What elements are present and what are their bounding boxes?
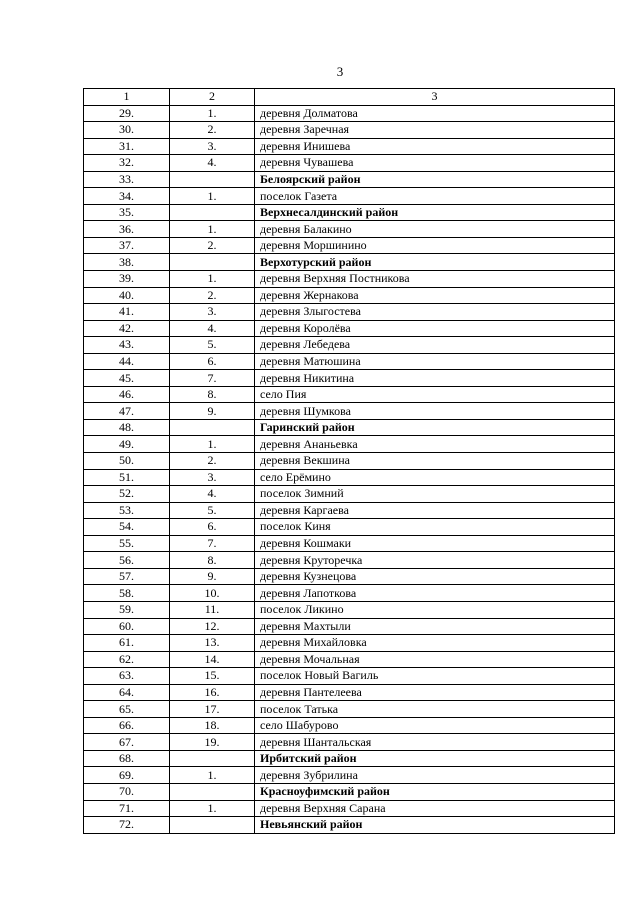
sub-number-cell: 12. <box>170 618 255 635</box>
settlement-name-cell: село Ерёмино <box>255 469 615 486</box>
sub-number-cell: 7. <box>170 370 255 387</box>
district-heading-row <box>84 171 615 188</box>
sub-number-cell: 1. <box>170 767 255 784</box>
sub-number-cell <box>170 419 255 436</box>
sub-number-cell: 18. <box>170 717 255 734</box>
district-name-cell: Невьянский район <box>255 817 615 834</box>
sub-number-cell: 4. <box>170 486 255 503</box>
settlement-name-cell: деревня Круторечка <box>255 552 615 569</box>
settlement-name-cell: деревня Никитина <box>255 370 615 387</box>
table-row <box>84 552 615 569</box>
table-row <box>84 502 615 519</box>
table-row <box>84 767 615 784</box>
district-heading-row <box>84 750 615 767</box>
table-row <box>84 585 615 602</box>
district-heading-row <box>84 817 615 834</box>
sub-number-cell: 8. <box>170 386 255 403</box>
row-number-cell: 70. <box>84 783 170 800</box>
settlement-name-cell: деревня Лапоткова <box>255 585 615 602</box>
row-number-cell: 31. <box>84 138 170 155</box>
table-row <box>84 122 615 139</box>
settlement-name-cell: село Пия <box>255 386 615 403</box>
table-row <box>84 221 615 238</box>
settlement-name-cell: деревня Шантальская <box>255 734 615 751</box>
settlement-name-cell: деревня Долматова <box>255 105 615 122</box>
settlement-name-cell: деревня Кузнецова <box>255 568 615 585</box>
row-number-cell: 62. <box>84 651 170 668</box>
settlement-name-cell: деревня Кошмаки <box>255 535 615 552</box>
sub-number-cell: 9. <box>170 568 255 585</box>
table-row <box>84 105 615 122</box>
row-number-cell: 42. <box>84 320 170 337</box>
settlement-name-cell: деревня Заречная <box>255 122 615 139</box>
table-row <box>84 386 615 403</box>
row-number-cell: 47. <box>84 403 170 420</box>
settlement-name-cell: деревня Мочальная <box>255 651 615 668</box>
row-number-cell: 53. <box>84 502 170 519</box>
settlement-name-cell: деревня Лебедева <box>255 337 615 354</box>
column-header-2: 2 <box>170 89 255 106</box>
row-number-cell: 56. <box>84 552 170 569</box>
sub-number-cell: 6. <box>170 519 255 536</box>
sub-number-cell: 2. <box>170 122 255 139</box>
sub-number-cell: 3. <box>170 469 255 486</box>
row-number-cell: 46. <box>84 386 170 403</box>
settlement-name-cell: деревня Балакино <box>255 221 615 238</box>
sub-number-cell: 2. <box>170 453 255 470</box>
sub-number-cell: 10. <box>170 585 255 602</box>
row-number-cell: 64. <box>84 684 170 701</box>
sub-number-cell: 3. <box>170 304 255 321</box>
sub-number-cell: 11. <box>170 601 255 618</box>
table-row <box>84 568 615 585</box>
row-number-cell: 44. <box>84 353 170 370</box>
settlement-name-cell: деревня Ананьевка <box>255 436 615 453</box>
row-number-cell: 32. <box>84 155 170 172</box>
table-row <box>84 668 615 685</box>
table-row <box>84 353 615 370</box>
sub-number-cell: 19. <box>170 734 255 751</box>
sub-number-cell: 5. <box>170 502 255 519</box>
row-number-cell: 69. <box>84 767 170 784</box>
sub-number-cell: 16. <box>170 684 255 701</box>
sub-number-cell: 6. <box>170 353 255 370</box>
sub-number-cell: 1. <box>170 105 255 122</box>
sub-number-cell <box>170 783 255 800</box>
table-row <box>84 370 615 387</box>
sub-number-cell: 17. <box>170 701 255 718</box>
table-row <box>84 618 615 635</box>
row-number-cell: 66. <box>84 717 170 734</box>
settlement-name-cell: деревня Матюшина <box>255 353 615 370</box>
table-row <box>84 535 615 552</box>
settlement-name-cell: деревня Шумкова <box>255 403 615 420</box>
settlement-name-cell: поселок Новый Вагиль <box>255 668 615 685</box>
table-row <box>84 734 615 751</box>
row-number-cell: 67. <box>84 734 170 751</box>
sub-number-cell: 1. <box>170 800 255 817</box>
table-body <box>84 105 615 833</box>
table-row <box>84 601 615 618</box>
sub-number-cell: 4. <box>170 155 255 172</box>
settlement-name-cell: деревня Злыгостева <box>255 304 615 321</box>
settlement-name-cell: поселок Татька <box>255 701 615 718</box>
district-heading-row <box>84 783 615 800</box>
row-number-cell: 29. <box>84 105 170 122</box>
district-name-cell: Верхнесалдинский район <box>255 204 615 221</box>
settlement-name-cell: деревня Махтыли <box>255 618 615 635</box>
settlement-name-cell: деревня Зубрилина <box>255 767 615 784</box>
sub-number-cell <box>170 204 255 221</box>
district-heading-row <box>84 254 615 271</box>
settlement-name-cell: деревня Моршинино <box>255 237 615 254</box>
table-row <box>84 651 615 668</box>
row-number-cell: 34. <box>84 188 170 205</box>
row-number-cell: 61. <box>84 635 170 652</box>
district-name-cell: Красноуфимский район <box>255 783 615 800</box>
table-row <box>84 304 615 321</box>
row-number-cell: 36. <box>84 221 170 238</box>
row-number-cell: 41. <box>84 304 170 321</box>
row-number-cell: 54. <box>84 519 170 536</box>
table-row <box>84 635 615 652</box>
settlement-name-cell: деревня Жернакова <box>255 287 615 304</box>
table-row <box>84 188 615 205</box>
sub-number-cell: 2. <box>170 287 255 304</box>
district-heading-row <box>84 204 615 221</box>
row-number-cell: 45. <box>84 370 170 387</box>
settlement-name-cell: деревня Михайловка <box>255 635 615 652</box>
district-heading-row <box>84 419 615 436</box>
row-number-cell: 51. <box>84 469 170 486</box>
settlement-name-cell: село Шабурово <box>255 717 615 734</box>
sub-number-cell: 1. <box>170 436 255 453</box>
page-number: 3 <box>336 64 344 79</box>
sub-number-cell <box>170 817 255 834</box>
sub-number-cell: 9. <box>170 403 255 420</box>
table-row <box>84 320 615 337</box>
row-number-cell: 57. <box>84 568 170 585</box>
table-row <box>84 800 615 817</box>
table-row <box>84 436 615 453</box>
table-row <box>84 519 615 536</box>
sub-number-cell: 4. <box>170 320 255 337</box>
district-name-cell: Гаринский район <box>255 419 615 436</box>
settlement-name-cell: поселок Киня <box>255 519 615 536</box>
sub-number-cell: 7. <box>170 535 255 552</box>
sub-number-cell: 1. <box>170 271 255 288</box>
sub-number-cell: 15. <box>170 668 255 685</box>
row-number-cell: 30. <box>84 122 170 139</box>
settlement-name-cell: деревня Чувашева <box>255 155 615 172</box>
sub-number-cell: 8. <box>170 552 255 569</box>
sub-number-cell <box>170 171 255 188</box>
table-row <box>84 138 615 155</box>
table-row <box>84 271 615 288</box>
district-name-cell: Верхотурский район <box>255 254 615 271</box>
settlement-name-cell: деревня Верхняя Сарана <box>255 800 615 817</box>
settlement-name-cell: деревня Верхняя Постникова <box>255 271 615 288</box>
table-row <box>84 469 615 486</box>
row-number-cell: 43. <box>84 337 170 354</box>
row-number-cell: 48. <box>84 419 170 436</box>
settlement-name-cell: деревня Инишева <box>255 138 615 155</box>
settlement-name-cell: деревня Королёва <box>255 320 615 337</box>
table-row <box>84 287 615 304</box>
table-row <box>84 237 615 254</box>
column-header-3: 3 <box>255 89 615 106</box>
table-row <box>84 717 615 734</box>
table-row <box>84 684 615 701</box>
table-row <box>84 155 615 172</box>
settlement-name-cell: деревня Векшина <box>255 453 615 470</box>
sub-number-cell <box>170 254 255 271</box>
table-row <box>84 337 615 354</box>
sub-number-cell <box>170 750 255 767</box>
table-row <box>84 701 615 718</box>
row-number-cell: 40. <box>84 287 170 304</box>
settlement-name-cell: деревня Пантелеева <box>255 684 615 701</box>
table-header-row <box>84 89 615 106</box>
sub-number-cell: 1. <box>170 221 255 238</box>
settlement-name-cell: поселок Газета <box>255 188 615 205</box>
row-number-cell: 49. <box>84 436 170 453</box>
row-number-cell: 50. <box>84 453 170 470</box>
row-number-cell: 58. <box>84 585 170 602</box>
sub-number-cell: 13. <box>170 635 255 652</box>
district-name-cell: Белоярский район <box>255 171 615 188</box>
row-number-cell: 63. <box>84 668 170 685</box>
table-row <box>84 403 615 420</box>
row-number-cell: 33. <box>84 171 170 188</box>
row-number-cell: 52. <box>84 486 170 503</box>
sub-number-cell: 14. <box>170 651 255 668</box>
table-row <box>84 486 615 503</box>
district-name-cell: Ирбитский район <box>255 750 615 767</box>
table-row <box>84 453 615 470</box>
settlement-name-cell: деревня Каргаева <box>255 502 615 519</box>
settlements-table <box>83 88 615 834</box>
row-number-cell: 72. <box>84 817 170 834</box>
row-number-cell: 38. <box>84 254 170 271</box>
row-number-cell: 37. <box>84 237 170 254</box>
row-number-cell: 65. <box>84 701 170 718</box>
sub-number-cell: 3. <box>170 138 255 155</box>
row-number-cell: 55. <box>84 535 170 552</box>
row-number-cell: 60. <box>84 618 170 635</box>
row-number-cell: 39. <box>84 271 170 288</box>
row-number-cell: 35. <box>84 204 170 221</box>
settlement-name-cell: поселок Зимний <box>255 486 615 503</box>
settlement-name-cell: поселок Ликино <box>255 601 615 618</box>
column-header-1: 1 <box>84 89 170 106</box>
sub-number-cell: 5. <box>170 337 255 354</box>
row-number-cell: 59. <box>84 601 170 618</box>
sub-number-cell: 1. <box>170 188 255 205</box>
row-number-cell: 68. <box>84 750 170 767</box>
row-number-cell: 71. <box>84 800 170 817</box>
sub-number-cell: 2. <box>170 237 255 254</box>
